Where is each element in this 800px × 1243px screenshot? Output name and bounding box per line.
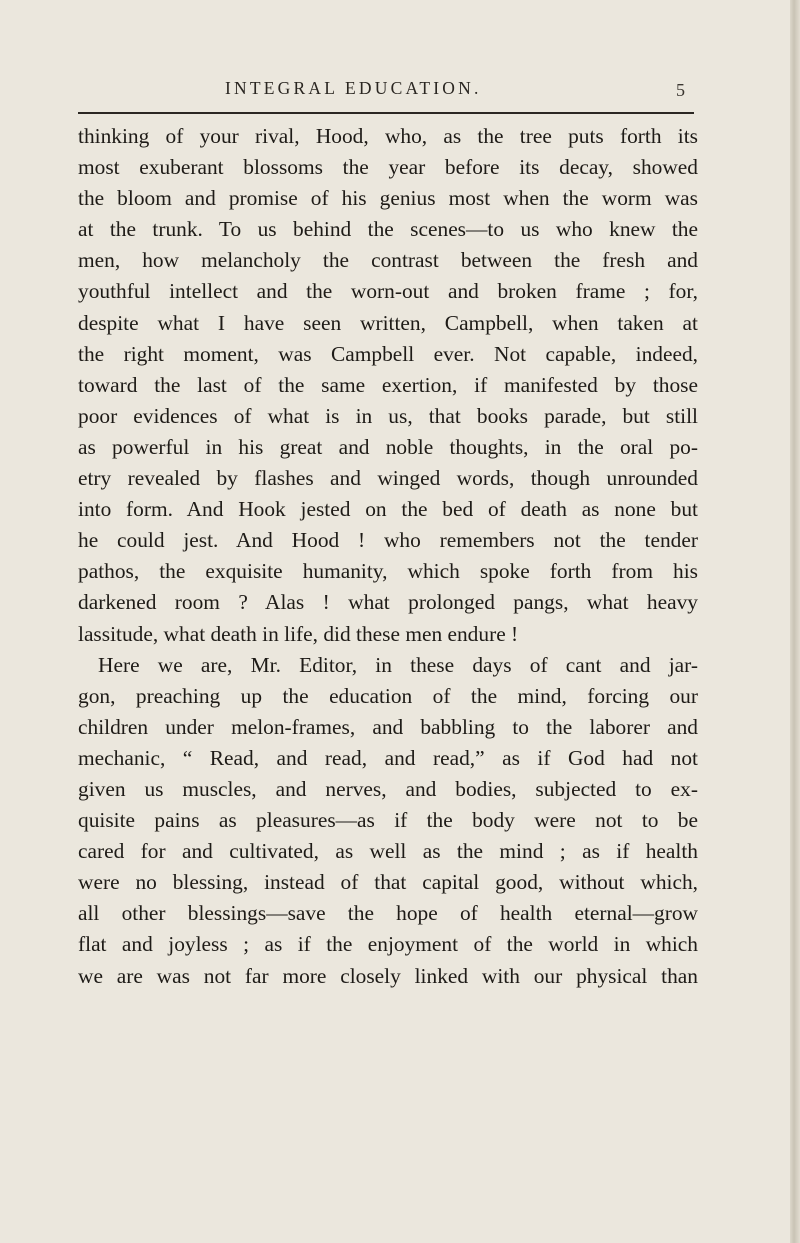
text-line: etry revealed by flashes and winged words, though unrounded: [78, 466, 698, 491]
text-line: darkened room ? Alas ! what prolonged pangs, what heavy: [78, 590, 698, 615]
text-line: were no blessing, instead of that capital good, without which,: [78, 870, 698, 895]
text-line: flat and joyless ; as if the enjoyment of the world in which: [78, 932, 698, 957]
text-line: poor evidences of what is in us, that books parade, but still: [78, 403, 698, 428]
text-line: given us muscles, and nerves, and bodies, subjected to ex-: [78, 776, 698, 801]
text-line: as powerful in his great and noble thoughts, in the oral po-: [78, 434, 698, 459]
text-line: the bloom and promise of his genius most when the worm was: [78, 186, 698, 211]
body-text: [78, 121, 698, 992]
text-line: cared for and cultivated, as well as the mind ; as if health: [78, 839, 698, 864]
text-line: despite what I have seen written, Campbell, when taken at: [78, 310, 698, 335]
text-line: he could jest. And Hood ! who remembers not the tender: [78, 528, 698, 553]
text-line: the right moment, was Campbell ever. Not capable, indeed,: [78, 341, 698, 366]
text-line: at the trunk. To us behind the scenes—to us who knew the: [78, 217, 698, 242]
text-line: men, how melancholy the contrast between the fresh and: [78, 248, 698, 273]
text-line: mechanic, “ Read, and read, and read,” as if God had not: [78, 745, 698, 770]
header-rule: [78, 112, 694, 114]
text-line: youthful intellect and the worn-out and broken frame ; for,: [78, 279, 698, 304]
page-edge: [790, 0, 800, 1243]
text-line: lassitude, what death in life, did these men endure !: [78, 621, 519, 646]
text-line: all other blessings—save the hope of health eternal—grow: [78, 901, 698, 926]
text-line: into form. And Hook jested on the bed of death as none but: [78, 497, 698, 522]
text-line: quisite pains as pleasures—as if the body were not to be: [78, 808, 698, 833]
text-line: we are was not far more closely linked with our physical than: [78, 963, 698, 988]
text-line: children under melon-frames, and babbling to the laborer and: [78, 714, 698, 739]
text-line: toward the last of the same exertion, if manifested by those: [78, 372, 698, 397]
page-number: 5: [676, 80, 685, 100]
paragraph-start-line: Here we are, Mr. Editor, in these days of cant and jar-: [98, 652, 698, 677]
running-head: INTEGRAL EDUCATION.: [225, 78, 482, 98]
text-line: most exuberant blossoms the year before its decay, showed: [78, 155, 698, 180]
text-line: gon, preaching up the education of the mind, forcing our: [78, 683, 698, 708]
text-line: thinking of your rival, Hood, who, as the tree puts forth its: [78, 124, 698, 148]
text-line: pathos, the exquisite humanity, which spoke forth from his: [78, 559, 698, 584]
